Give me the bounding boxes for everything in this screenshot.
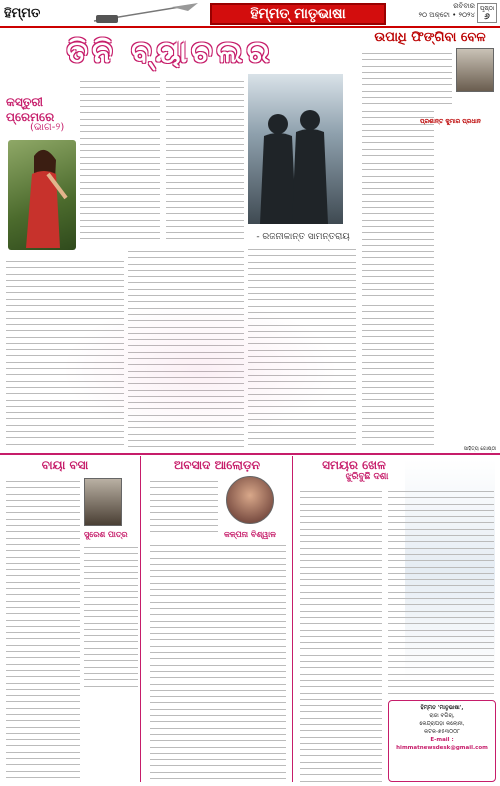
right-signoff: ସାହିତ୍ୟ ଗୋଷ୍ଠୀ xyxy=(463,446,496,452)
column-divider-2 xyxy=(292,456,293,782)
woman-illustration xyxy=(8,140,76,250)
page-number: ୬ xyxy=(484,12,490,22)
couple-silhouette-photo xyxy=(248,74,343,224)
issue-date xyxy=(395,2,475,20)
quill-pen-icon xyxy=(92,1,202,25)
poet-name-2: ପ୍ରଶାନ୍ତ କୁମାର ପ୍ରଧାନ xyxy=(420,118,481,125)
mid-feature-byline: - ରଜନୀକାନ୍ତ ସାମନ୍ତରାୟ xyxy=(256,232,350,242)
section-2-author: କଳ୍ପନା ବିଶ୍ୱାଳ xyxy=(224,530,276,539)
author-photo-2 xyxy=(226,476,274,524)
issue-day: ରବିବାର xyxy=(453,2,475,10)
right-poem-3 xyxy=(362,158,434,298)
section-1-title: ବାୟା ବସା xyxy=(41,457,89,472)
column-divider-1 xyxy=(140,456,141,782)
right-poem-1 xyxy=(362,48,452,104)
contact-box xyxy=(388,700,496,782)
section-3-poem-a xyxy=(300,486,382,782)
contact-line-2: ରାଜା ବଗିଚା, xyxy=(429,713,455,719)
lead-author: କସ୍ତୁରୀ ପ୍ରେମରେ xyxy=(6,95,55,124)
right-poem-4 xyxy=(362,300,434,446)
publication-title: ହିମ୍ମତ୍ ମାତୃଭାଷା xyxy=(210,3,386,25)
section-3-subtitle: ଝୁରିବୁଛି ଦଶା xyxy=(345,472,389,482)
lead-column-1 xyxy=(80,76,160,244)
lead-story-title: ତିନି ବ୍ୟାଚଲର xyxy=(66,34,274,70)
right-column-title: ଉପାଧି ଫିଙ୍ଗିବା ବେଳ xyxy=(374,30,486,45)
newspaper-logo xyxy=(4,0,82,26)
right-poem-2 xyxy=(362,106,434,156)
section-1-poem-a xyxy=(6,476,80,782)
section-2-poem-a xyxy=(150,476,218,536)
section-divider xyxy=(0,453,500,455)
section-2-title: ଅବସାଦ ଆଲୋଡ଼ନ xyxy=(173,457,261,472)
section-3-poem-b xyxy=(388,486,494,696)
contact-line-1: ହିମ୍ମତ 'ମାତୃଭାଷା', xyxy=(420,705,464,711)
watermark-decoration xyxy=(60,300,340,440)
section-3-title: ସମୟର ଖେଳ xyxy=(322,457,386,472)
logo-text: ହିମ୍ମତ xyxy=(4,5,41,21)
issue-date-text: ୨୦ ଅକ୍ଟୋ • ୨୦୨୪ xyxy=(418,11,475,19)
contact-line-3: କେନ୍ଦ୍ରାପଡ଼ା କଲୋନୀ, xyxy=(419,721,465,727)
author-photo-1 xyxy=(84,478,122,526)
page-number-box xyxy=(477,3,497,23)
section-2-poem-b xyxy=(150,540,286,782)
page-label: ପୃଷ୍ଠା xyxy=(479,5,495,12)
silhouette-icon xyxy=(248,74,343,224)
contact-email[interactable]: E-mail : himmatnewsdesk@gmail.com xyxy=(396,737,488,751)
woman-figure-icon xyxy=(8,140,76,250)
lead-column-2 xyxy=(166,76,244,244)
poet-photo-1 xyxy=(456,48,494,92)
section-1-author: ସୁରେଶ ପାତ୍ର xyxy=(84,530,128,539)
contact-line-4: କଟକ-୭୫୩୦୦୮ xyxy=(424,729,460,735)
section-1-poem-b xyxy=(84,542,138,692)
lead-part-label: (ଭାଗ-୨) xyxy=(30,122,65,133)
